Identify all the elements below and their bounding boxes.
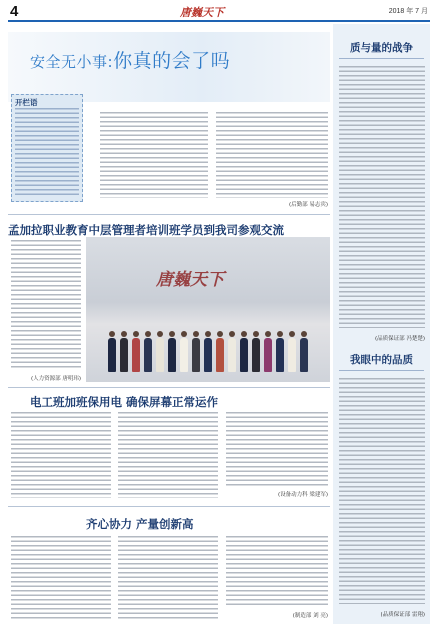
article3-byline: (设备动力科 梁建军) bbox=[277, 492, 328, 498]
person-figure bbox=[240, 338, 248, 372]
issue-date: 2018 年 7 月 bbox=[388, 8, 428, 15]
person-figure bbox=[204, 338, 212, 372]
main-article-title bbox=[30, 46, 230, 73]
group-photo bbox=[86, 237, 330, 382]
article4-body-col1 bbox=[11, 536, 111, 620]
person-figure bbox=[300, 338, 308, 372]
sidebar-rule bbox=[339, 58, 424, 59]
open-talk-text bbox=[15, 108, 79, 198]
sidebar-article1-body bbox=[339, 66, 425, 328]
article4-body-col2 bbox=[118, 536, 218, 620]
sidebar-article2-byline: (品质保证部 雷翔) bbox=[380, 612, 425, 618]
sidebar-rule bbox=[339, 370, 424, 371]
article4-body-col3 bbox=[226, 536, 328, 608]
article2-headline: 孟加拉职业教育中层管理者培训班学员到我司参观交流 bbox=[8, 223, 284, 237]
main-article-body-col1 bbox=[100, 112, 208, 198]
divider bbox=[8, 506, 330, 507]
person-figure bbox=[252, 338, 260, 372]
photo-backdrop-sign: 唐巍天下 bbox=[156, 270, 224, 290]
person-figure bbox=[120, 338, 128, 372]
person-figure bbox=[192, 338, 200, 372]
title-prefix: 安全无小事: bbox=[30, 53, 114, 71]
page-number: 4 bbox=[10, 3, 19, 20]
article3-headline: 电工班加班保用电 确保屏幕正常运作 bbox=[30, 395, 219, 409]
person-figure bbox=[264, 338, 272, 372]
main-article-body-col2 bbox=[216, 112, 328, 198]
article2-byline: (人力资源部 唐明玮) bbox=[30, 376, 81, 382]
divider bbox=[8, 387, 330, 388]
main-article-byline: (后勤部 易志宾) bbox=[288, 202, 328, 208]
sidebar-article1-title: 质与量的战争 bbox=[350, 42, 413, 54]
person-figure bbox=[216, 338, 224, 372]
person-figure bbox=[276, 338, 284, 372]
article4-headline: 齐心协力 产量创新高 bbox=[86, 517, 194, 531]
article3-body-col3 bbox=[226, 412, 328, 486]
sidebar-article2-title: 我眼中的品质 bbox=[350, 354, 413, 366]
article3-body-col1 bbox=[11, 412, 111, 498]
title-main: 你真的会了吗 bbox=[113, 50, 231, 72]
person-figure bbox=[288, 338, 296, 372]
person-figure bbox=[156, 338, 164, 372]
person-figure bbox=[108, 338, 116, 372]
person-figure bbox=[228, 338, 236, 372]
article3-body-col2 bbox=[118, 412, 218, 498]
article2-body bbox=[11, 240, 81, 370]
person-figure bbox=[144, 338, 152, 372]
sidebar-article1-byline: (品质保证部 冯楚楚) bbox=[374, 336, 425, 342]
open-talk-label: 开栏语 bbox=[15, 98, 38, 107]
person-figure bbox=[180, 338, 188, 372]
masthead-logo: 唐巍天下 bbox=[180, 6, 224, 19]
article4-byline: (制造部 刘 亮) bbox=[292, 613, 328, 619]
sidebar-article2-body bbox=[339, 378, 425, 604]
person-figure bbox=[132, 338, 140, 372]
header-rule bbox=[8, 20, 430, 22]
person-figure bbox=[168, 338, 176, 372]
divider bbox=[8, 214, 330, 215]
